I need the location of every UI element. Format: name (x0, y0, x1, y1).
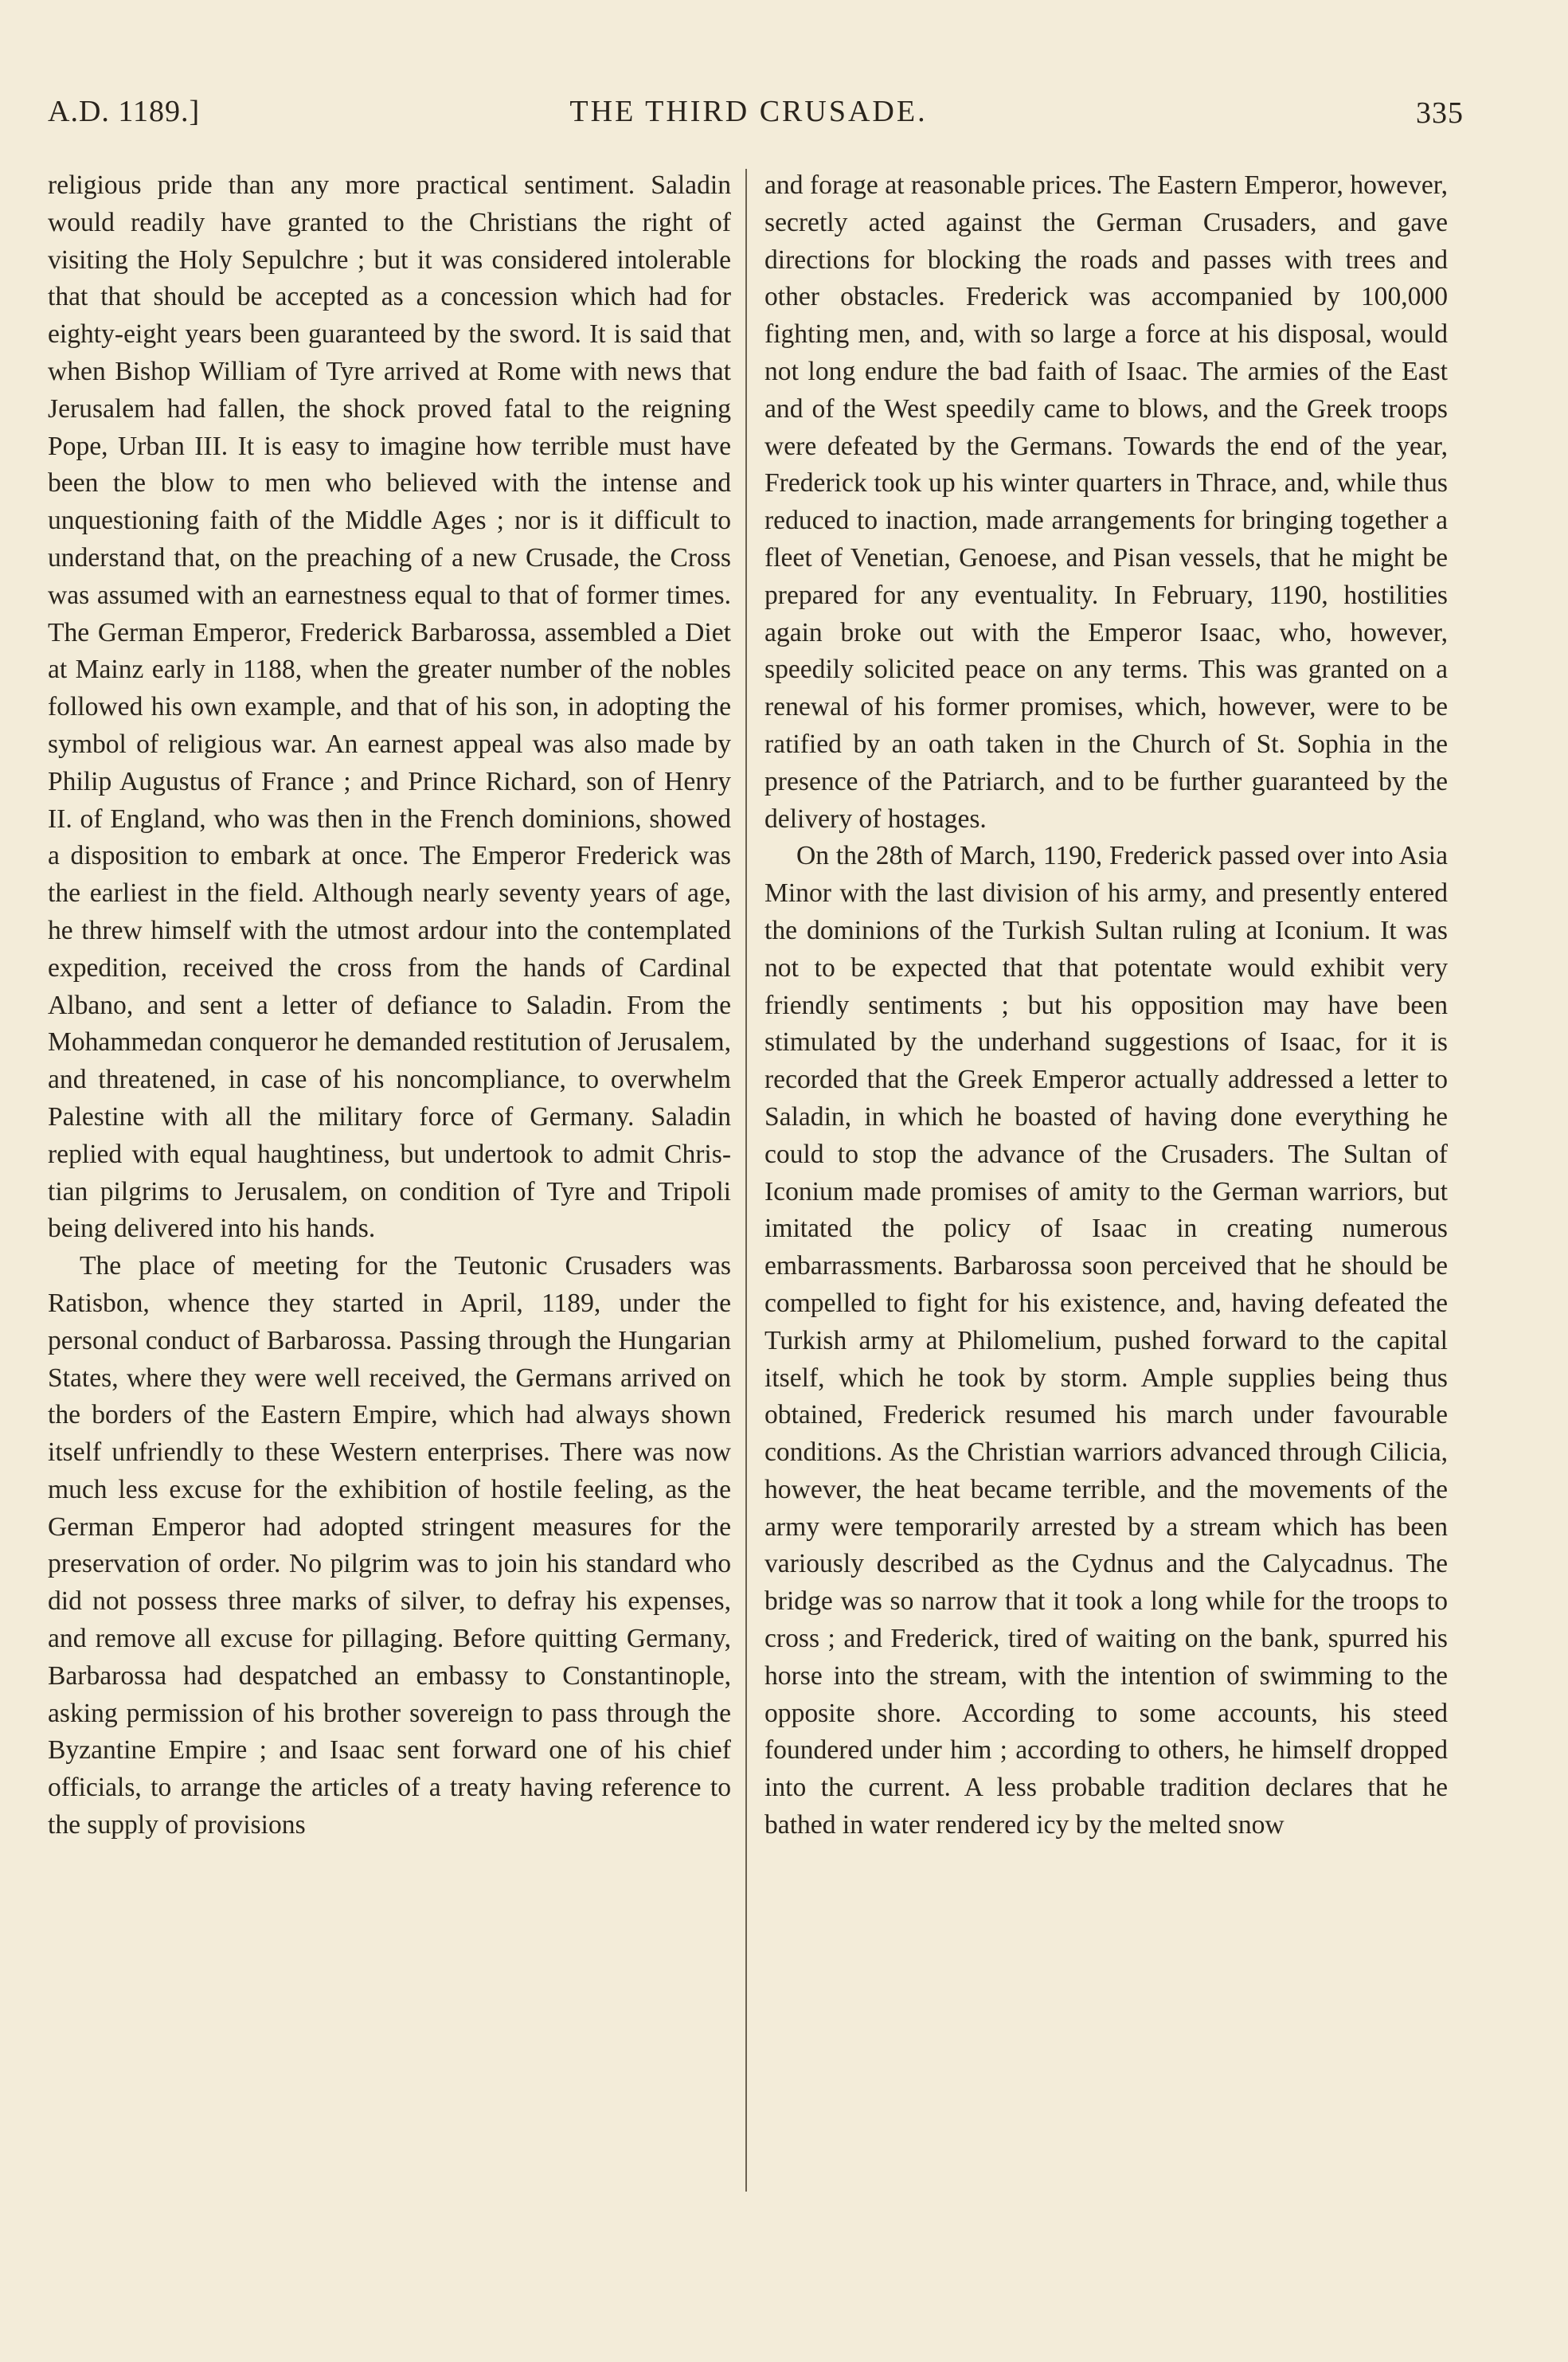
right-column (764, 167, 1448, 1844)
paragraph: religious pride than any more practical sentiment. Saladin would readily have granted to the Christians the right of visiting the Holy Sepulchre ; but it was considered intolerable that that should be accepted as a concession which had for eighty-eight years been guaranteed by the sword. It is said that when Bishop William of Tyre arrived at Rome with news that Jerusalem had fallen, the shock proved fatal to the reigning Pope, Urban III. It is easy to imagine how terrible must have been the blow to men who believed with the intense and unquestioning faith of the Middle Ages ; nor is it difficult to understand that, on the preaching of a new Crusade, the Cross was assumed with an earnestness equal to that of former times. The German Emperor, Frederick Barbarossa, assembled a Diet at Mainz early in 1188, when the greater number of the nobles followed his own example, and that of his son, in adopting the symbol of religious war. An earnest appeal was also made by Philip Augustus of France ; and Prince Richard, son of Henry II. of England, who was then in the French dominions, showed a disposition to embark at once. The Emperor Frederick was the earliest in the field. Although nearly seventy years of age, he threw himself with the utmost ardour into the contemplated expedition, received the cross from the hands of Cardinal Albano, and sent a letter of defiance to Saladin. From the Mohammedan conqueror he demanded restitution of Jerusalem, and threatened, in case of his noncompliance, to overwhelm Palestine with all the military force of Germany. Saladin replied with equal haughtiness, but undertook to admit Christian pilgrims to Jerusalem, on condition of Tyre and Tripoli being delivered into his hands. (48, 170, 731, 1244)
header-title: THE THIRD CRUSADE. (569, 95, 928, 128)
header-date: A.D. 1189.] (48, 95, 201, 128)
running-header (32, 89, 1465, 137)
paragraph: The place of meeting for the Teutonic Crusaders was Ratisbon, whence they started in April, 1189, under the personal conduct of Barbarossa. Passing through the Hungarian States, where they were well received, the Germans arrived on the borders of the Eastern Empire, which had always shown itself unfriendly to these Western enterprises. There was now much less excuse for the exhibition of hostile feeling, as the German Emperor had adopted stringent measures for the preservation of order. No pilgrim was to join his standard who did not possess three marks of silver, to defray his expenses, and remove all excuse for pillaging. Before quitting Germany, Barbarossa had despatched an embassy to Constantinople, asking permission of his brother sovereign to pass through the Byzantine Empire ; and Isaac sent forward one of his chief officials, to arrange the articles of a treaty having reference to the supply of provisions (48, 1251, 731, 1840)
paragraph: On the 28th of March, 1190, Frederick passed over into Asia Minor with the last division of his army, and presently entered the dominions of the Turkish Sultan ruling at Iconium. It was not to be expected that that potentate would exhibit very friendly sentiments ; but his opposition may have been stimulated by the underhand suggestions of Isaac, for it is recorded that the Greek Emperor actually addressed a letter to Saladin, in which he boasted of having done everything he could to stop the advance of the Crusaders. The Sultan of Iconium made promises of amity to the German warriors, but imitated the policy of Isaac in creating numerous embarrassments. Barbarossa soon perceived that he should be compelled to fight for his existence, and, having defeated the Turkish army at Philomelium, pushed forward to the capital itself, which he took by storm. Ample supplies being thus obtained, Frederick resumed his march under favourable conditions. As the Christian warriors advanced through Cilicia, however, the heat became terrible, and the movements of the army were temporarily arrested by a stream which has been variously described as the Cydnus and the Calycadnus. The bridge was so narrow that it took a long while for the troops to cross ; and Frederick, tired of waiting on the bank, spurred his horse into the stream, with the intention of swimming to the opposite shore. According to some accounts, his steed foundered under him ; according to others, he himself dropped into the current. A less probable tradition declares that he bathed in water rendered icy by the melted snow (764, 841, 1448, 1840)
page-number: 335 (1416, 96, 1464, 130)
paragraph: and forage at reasonable prices. The Eastern Emperor, however, secretly acted against the German Crusaders, and gave directions for blocking the roads and passes with trees and other obstacles. Frederick was accompanied by 100,000 fighting men, and, with so large a force at his disposal, would not long endure the bad faith of Isaac. The armies of the East and of the West speedily came to blows, and the Greek troops were defeated by the Germans. Towards the end of the year, Frederick took up his winter quarters in Thrace, and, while thus reduced to inaction, made arrangements for bringing together a fleet of Venetian, Genoese, and Pisan vessels, that he might be prepared for any eventuality. In February, 1190, hostilities again broke out with the Emperor Isaac, who, however, speedily solicited peace on any terms. This was granted on a renewal of his former promises, which, however, were to be ratified by an oath taken in the Church of St. Sophia in the presence of the Patriarch, and to be further guaranteed by the delivery of hostages. (764, 170, 1448, 834)
column-divider (745, 169, 747, 2192)
left-column (48, 167, 731, 1844)
